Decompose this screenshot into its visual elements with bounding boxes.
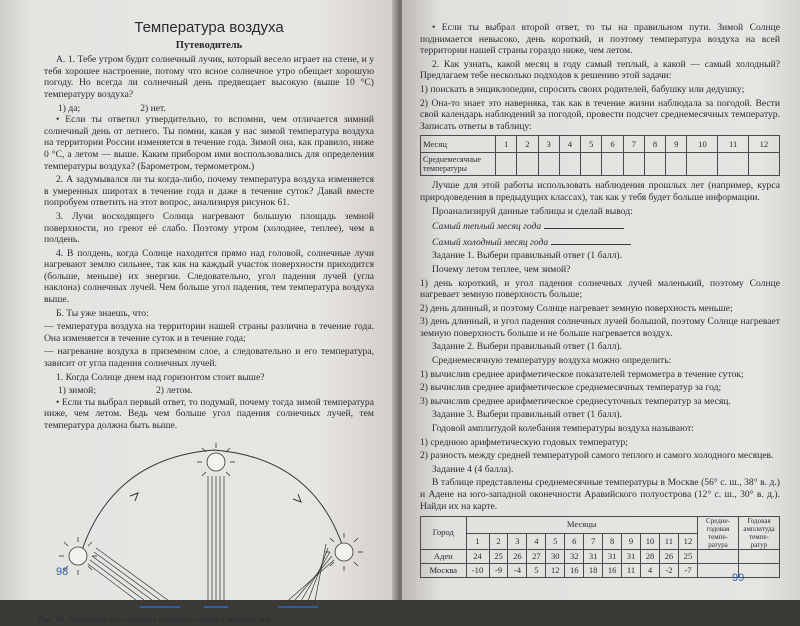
- table-cell: 12: [748, 136, 779, 153]
- table-cell: 7: [623, 136, 644, 153]
- page-title: Температура воздуха: [134, 19, 284, 36]
- right-page-content: [420, 22, 780, 578]
- table-row: [421, 550, 780, 564]
- table-cell: 31: [603, 550, 622, 564]
- table-cell: [496, 153, 517, 176]
- table-cell: 11: [718, 136, 748, 153]
- paragraph-b5b: — нагревание воздуха в приземном слое, а следовательно и его температура, зависит от угла падения солнечных лучей.: [44, 346, 374, 370]
- arrow-icon: [130, 493, 138, 501]
- question-1: 1. Когда Солнце днем над горизонтом стоит выше?: [56, 371, 265, 383]
- table-cell: 8: [603, 533, 622, 550]
- task-1-title: Задание 1. Выбери правильный ответ (1 балл).: [432, 250, 623, 262]
- paragraph-2: 2. А задумывался ли ты когда-либо, почему температура воздуха изменяется в умеренных широтах в течение года и даже в течение суток? Давай вместе попробуем ответить на этот вопрос, анализируя рисунок 61.: [44, 174, 374, 209]
- city-temperature-table: [420, 516, 780, 578]
- table-cell: [739, 550, 780, 564]
- task-3-option-2: 2) разность между средней температурой самого теплого и самого холодного месяцев.: [420, 450, 774, 462]
- table-cell: 16: [603, 564, 622, 578]
- table-cell: 7: [584, 533, 603, 550]
- coldest-month-label: Самый холодный месяц года: [432, 236, 549, 248]
- noon-rays: [208, 476, 224, 606]
- monthly-temperature-table: [420, 135, 780, 176]
- table-cell: 5: [581, 136, 602, 153]
- table-cell: 4: [559, 136, 580, 153]
- task-2-option-2: 2) вычислив среднее арифметическое среднемесячных температур за год;: [420, 382, 722, 394]
- table-cell: [517, 153, 538, 176]
- sun-noon-icon: [197, 443, 235, 476]
- paragraph-4: Проанализируй данные таблицы и сделай вывод:: [432, 205, 633, 217]
- task-1-option-3: 3) день длинный, и угол падения солнечных лучей большой, поэтому Солнце нагревает земную поверхность больше и не больше нагревается воздух.: [420, 316, 780, 339]
- table-cell: -2: [659, 564, 678, 578]
- task-4-text: В таблице представлены среднемесячные температуры в Москве (56° с. ш., 38° в. д.) и Адене на юго-западной оконечности Аравийского полуострова (12° с. ш., 30° в. д.). Найди их на карте.: [420, 477, 780, 512]
- figure-caption: Рис. 61. Изменение угла наклона солнечных лучей в течение дня: [38, 613, 271, 624]
- table-cell: 26: [659, 550, 678, 564]
- table-header-city: Город: [421, 517, 467, 550]
- table-row: [421, 517, 780, 534]
- table-cell: 18: [584, 564, 603, 578]
- table-cell: 8: [644, 136, 665, 153]
- table-cell: -10: [466, 564, 489, 578]
- table-cell: [739, 564, 780, 578]
- table-cell: 27: [527, 550, 546, 564]
- section-subtitle: Путеводитель: [175, 39, 243, 51]
- paragraph-3: 3. Лучи восходящего Солнца нагревают большую площадь земной поверхности, но греют её слабо. Поэтому утром (холоднее, теплее), чем в полдень.: [44, 210, 374, 246]
- table-cell: 10: [687, 136, 718, 153]
- table-cell: 31: [622, 550, 641, 564]
- table-cell: [666, 153, 687, 176]
- table-row-label: Среднемесячные температуры: [421, 153, 496, 176]
- table-cell: 16: [565, 564, 584, 578]
- table-cell: -9: [489, 564, 508, 578]
- task-1-option-1: 1) день короткий, и угол падения солнечных лучей маленький, поэтому Солнце нагревает земную поверхность больше;: [420, 277, 780, 301]
- task-3-title: Задание 3. Выбери правильный ответ (1 балл).: [432, 409, 623, 421]
- warmest-month-line: [420, 219, 780, 233]
- table-cell: [602, 153, 623, 176]
- answer-blank: [551, 235, 631, 245]
- task-3-question: Годовой амплитудой колебания температуры воздуха называют:: [432, 423, 694, 435]
- answer-options-q1: [44, 385, 374, 397]
- table-cell: 6: [602, 136, 623, 153]
- table-cell: 30: [546, 550, 565, 564]
- table-cell: 2: [489, 533, 508, 550]
- table-cell: [687, 153, 718, 176]
- table-cell: 4: [641, 564, 660, 578]
- table-cell: 3: [508, 533, 527, 550]
- paragraph-second-answer: • Если ты выбрал второй ответ, то ты на правильном пути. Зимой Солнце поднимается невысоко, день короткий, и поэтому температура воздуха на всей территории нашей страны гораздо ниже, чем летом.: [420, 22, 780, 57]
- answer-options-a1: [44, 103, 374, 115]
- table-cell: 9: [666, 136, 687, 153]
- table-cell: 31: [584, 550, 603, 564]
- table-cell: 4: [527, 533, 546, 550]
- warmest-month-label: Самый теплый месяц года: [432, 221, 542, 233]
- table-cell: 2: [517, 136, 538, 153]
- table-cell: -4: [508, 564, 527, 578]
- option-yes: 1) да;: [58, 102, 81, 114]
- table-row: [421, 136, 780, 153]
- task-3-option-1: 1) среднюю арифметическую годовых температур;: [420, 436, 628, 448]
- table-cell: [623, 153, 644, 176]
- table-cell: [748, 153, 779, 176]
- option-no: 2) нет.: [140, 102, 166, 114]
- option-winter: 1) зимой;: [58, 385, 96, 397]
- table-cell: 3: [538, 136, 559, 153]
- table-cell: 10: [641, 533, 660, 550]
- table-cell: 25: [489, 550, 508, 564]
- arrow-icon: [293, 494, 301, 502]
- paragraph-b5a: — температура воздуха на территории нашей страны различна в течение года. Она изменяется в течение суток и в течение года;: [44, 321, 374, 344]
- answer-blank: [544, 219, 624, 229]
- task-2-title: Задание 2. Выбери правильный ответ (1 балл).: [432, 341, 623, 353]
- table-header-amplitude: Годовая амплитуда темпе-ратур: [739, 517, 780, 550]
- table-cell: 5: [527, 564, 546, 578]
- paragraph-2a: 1) поискать в энциклопедии, спросить своих родителей, бабушку или дедушку;: [420, 83, 745, 95]
- table-cell: 12: [678, 533, 697, 550]
- table-cell-city: Аден: [421, 550, 467, 564]
- table-cell: 25: [678, 550, 697, 564]
- table-cell: 11: [659, 533, 678, 550]
- paragraph-a1: А. 1. Тебе утром будит солнечный лучик, который весело играет на стене, и у тебя хорошее настроение, потому что ясное солнечное утро обещает хорошую погоду. Но всегда ли солнечный день предвещает высокую (выше 10 °С) температуру воздуха?: [44, 54, 374, 100]
- table-row: [421, 153, 780, 176]
- table-cell: 5: [546, 533, 565, 550]
- left-page: [0, 0, 398, 624]
- table-cell: 32: [565, 550, 584, 564]
- table-row: [421, 564, 780, 578]
- left-page-content: [38, 19, 374, 626]
- paragraph-first-answer: • Если ты выбрал первый ответ, то подумай, почему тогда зимой температура ниже, чем летом. Ведь чем больше угол падения солнечных лучей, тем температура должна быть выше.: [44, 396, 374, 431]
- table-cell: 24: [466, 550, 489, 564]
- paragraph-b5: Б. Ты уже знаешь, что:: [56, 307, 149, 319]
- figure-61: [38, 438, 374, 626]
- table-cell-city: Москва: [421, 564, 467, 578]
- table-cell: 9: [622, 533, 641, 550]
- table-cell: 11: [622, 564, 641, 578]
- task-4-title: Задание 4 (4 балла).: [432, 463, 514, 475]
- table-cell: [581, 153, 602, 176]
- task-2-option-3: 3) вычислив среднее арифметическое среднесуточных температур за месяц.: [420, 395, 731, 407]
- task-1-question: Почему летом теплее, чем зимой?: [432, 263, 571, 275]
- task-2-question: Среднемесячную температуру воздуха можно определить:: [432, 355, 672, 367]
- paragraph-2: 2. Как узнать, какой месяц в году самый теплый, а какой — самый холодный? Предлагаем тебе несколько подходов к решению этой задачи:: [420, 58, 780, 82]
- evening-rays: [282, 544, 334, 606]
- right-page: [402, 0, 800, 600]
- paragraph-2b: 2) Она-то знает это наверняка, так как в течение жизни наблюдала за погодой. Вести свой календарь наблюдений за погодой, провести подсчет среднемесячных температур. Записать ответы в таблицу:: [420, 97, 780, 132]
- table-cell: 6: [565, 533, 584, 550]
- task-1-option-2: 2) день длинный, и поэтому Солнце нагревает земную поверхность меньше;: [420, 302, 733, 314]
- table-cell: 12: [546, 564, 565, 578]
- morning-rays: [88, 548, 176, 606]
- table-cell: 28: [641, 550, 660, 564]
- table-cell: [538, 153, 559, 176]
- sun-evening-icon: [325, 533, 363, 571]
- table-cell: 26: [508, 550, 527, 564]
- page-number-right: 99: [732, 572, 745, 584]
- table-header-month: Месяц: [421, 136, 496, 153]
- table-cell: [718, 153, 748, 176]
- paragraph-3: Лучше для этой работы использовать наблюдения прошлых лет (например, курса природоведения в предыдущих классах), так как у тебя будет больше информации.: [420, 180, 780, 203]
- paragraph-yes-answer: • Если ты ответил утвердительно, то вспомни, чем отличается зимний солнечный день от летнего. Ты помни, какая у нас зимой температура воздуха на территории России изменяется в течение года. Зимой она, как правило, ниже 0 °С, а летом — выше. Каким прибором ими воспользовались для определения температуры воздуха? (Барометром, термометром.): [44, 114, 374, 172]
- option-summer: 2) летом.: [155, 385, 193, 397]
- table-cell: [698, 550, 739, 564]
- coldest-month-line: [420, 235, 780, 249]
- table-cell: [559, 153, 580, 176]
- table-cell: [644, 153, 665, 176]
- table-cell: 1: [496, 136, 517, 153]
- page-number-left: 98: [56, 566, 69, 578]
- table-header-average: Средне-годовая темпе-ратура: [698, 517, 739, 550]
- task-2-option-1: 1) вычислив среднее арифметическое показателей термометра в течение суток;: [420, 368, 744, 380]
- table-cell: -7: [678, 564, 697, 578]
- table-header-months: Месяцы: [466, 517, 697, 534]
- paragraph-4: 4. В полдень, когда Солнце находится прямо над головой, солнечные лучи нагревают землю сильнее, так как на каждый участок поверхности приходится (больше, меньше) их энергии. Следовательно, угол падения лучей (угла наклона) солнечных лучей. Чем больше угол падения, тем температура воздуха выше.: [44, 247, 374, 306]
- table-cell: 1: [466, 533, 489, 550]
- sun-angle-diagram: [44, 438, 374, 618]
